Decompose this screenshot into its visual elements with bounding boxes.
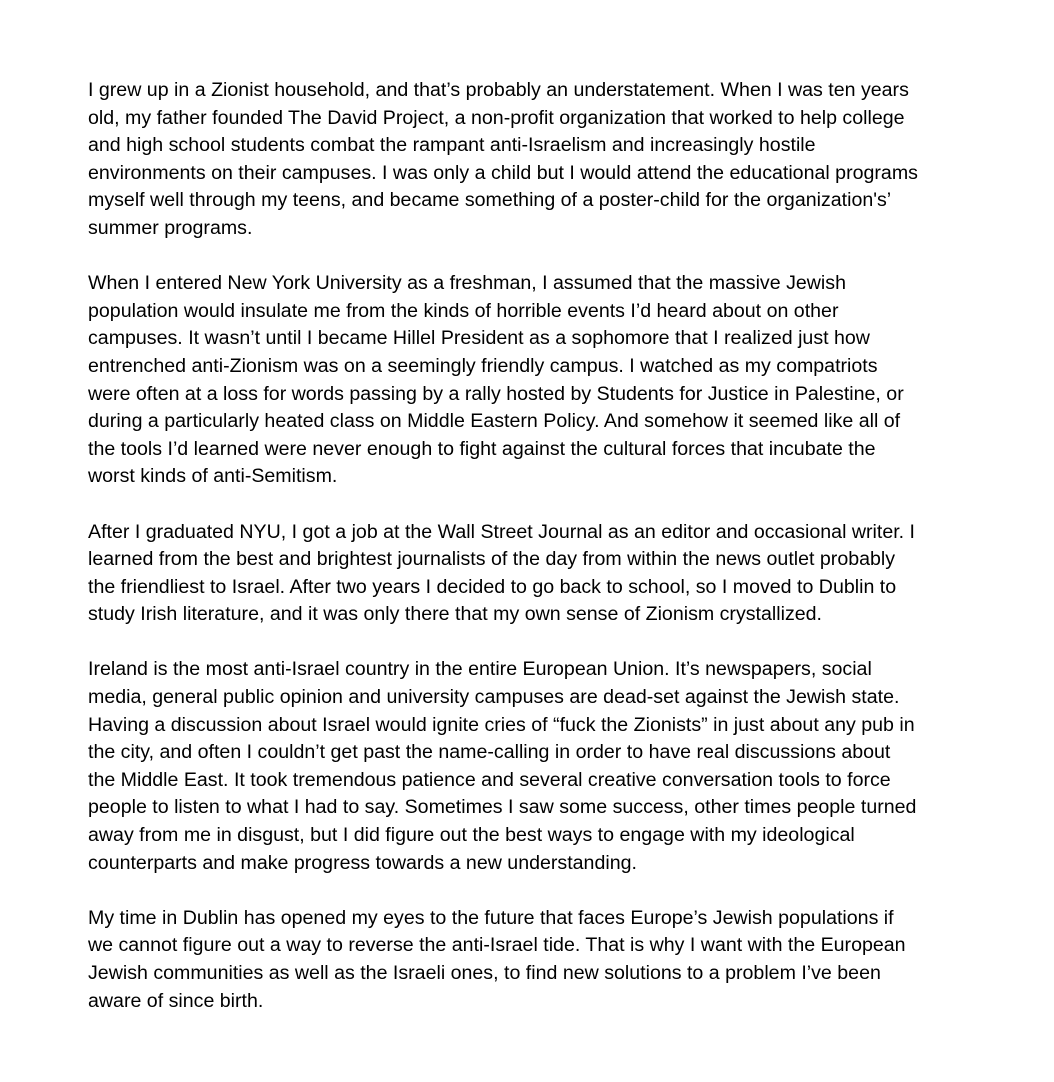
text-line: environments on their campuses. I was only a child but I would attend the educational programs: [88, 161, 918, 184]
text-line: counterparts and make progress towards a new understanding.: [88, 851, 637, 874]
text-line: After I graduated NYU, I got a job at the Wall Street Journal as an editor and occasional writer. I: [88, 520, 916, 543]
text-line: I grew up in a Zionist household, and that’s probably an understatement. When I was ten years: [88, 79, 909, 101]
text-line: entrenched anti-Zionism was on a seemingly friendly campus. I watched as my compatriots: [88, 354, 878, 377]
text-line: Jewish communities as well as the Israeli ones, to find new solutions to a problem I’ve been: [88, 962, 881, 984]
text-line: study Irish literature, and it was only there that my own sense of Zionism crystallized.: [88, 603, 822, 626]
text-line: myself well through my teens, and became something of a poster-child for the organization's’: [88, 189, 892, 212]
paragraph-2: [88, 270, 948, 491]
text-line: learned from the best and brightest journalists of the day from within the news outlet probably: [88, 548, 896, 571]
text-line: the Middle East. It took tremendous patience and several creative conversation tools to force: [88, 768, 891, 791]
text-line: summer programs.: [88, 216, 253, 239]
text-line: aware of since birth.: [88, 989, 264, 1012]
text-line: were often at a loss for words passing by a rally hosted by Students for Justice in Palestine, or: [88, 382, 904, 405]
text-line: population would insulate me from the kinds of horrible events I’d heard about on other: [88, 299, 839, 322]
text-line: and high school students combat the rampant anti-Israelism and increasingly hostile: [88, 134, 816, 157]
text-line: When I entered New York University as a freshman, I assumed that the massive Jewish: [88, 272, 846, 295]
text-line: Having a discussion about Israel would ignite cries of “fuck the Zionists” in just about any pub in: [88, 713, 915, 736]
text-line: media, general public opinion and university campuses are dead-set against the Jewish state.: [88, 686, 900, 709]
text-line: worst kinds of anti-Semitism.: [88, 465, 338, 488]
text-line: campuses. It wasn’t until I became Hillel President as a sophomore that I realized just how: [88, 327, 870, 350]
text-line: old, my father founded The David Project, a non-profit organization that worked to help college: [88, 106, 905, 129]
paragraph-1: [88, 77, 948, 243]
text-line: Ireland is the most anti-Israel country in the entire European Union. It’s newspapers, social: [88, 658, 872, 681]
paragraph-4: [88, 656, 948, 877]
text-line: during a particularly heated class on Middle Eastern Policy. And somehow it seemed like all of: [88, 410, 901, 433]
text-line: people to listen to what I had to say. Sometimes I saw some success, other times people turned: [88, 796, 917, 819]
text-line: we cannot figure out a way to reverse the anti-Israel tide. That is why I want with the European: [88, 934, 906, 957]
text-line: the tools I’d learned were never enough to fight against the cultural forces that incubate the: [88, 437, 876, 460]
document-page: [88, 77, 948, 1043]
text-line: away from me in disgust, but I did figure out the best ways to engage with my ideological: [88, 824, 855, 847]
text-line: the friendliest to Israel. After two years I decided to go back to school, so I moved to Dublin to: [88, 575, 897, 598]
text-line: My time in Dublin has opened my eyes to the future that faces Europe’s Jewish populations if: [88, 906, 894, 929]
text-line: the city, and often I couldn’t get past the name-calling in order to have real discussions about: [88, 741, 891, 764]
paragraph-3: [88, 519, 948, 629]
paragraph-5: [88, 905, 948, 1015]
